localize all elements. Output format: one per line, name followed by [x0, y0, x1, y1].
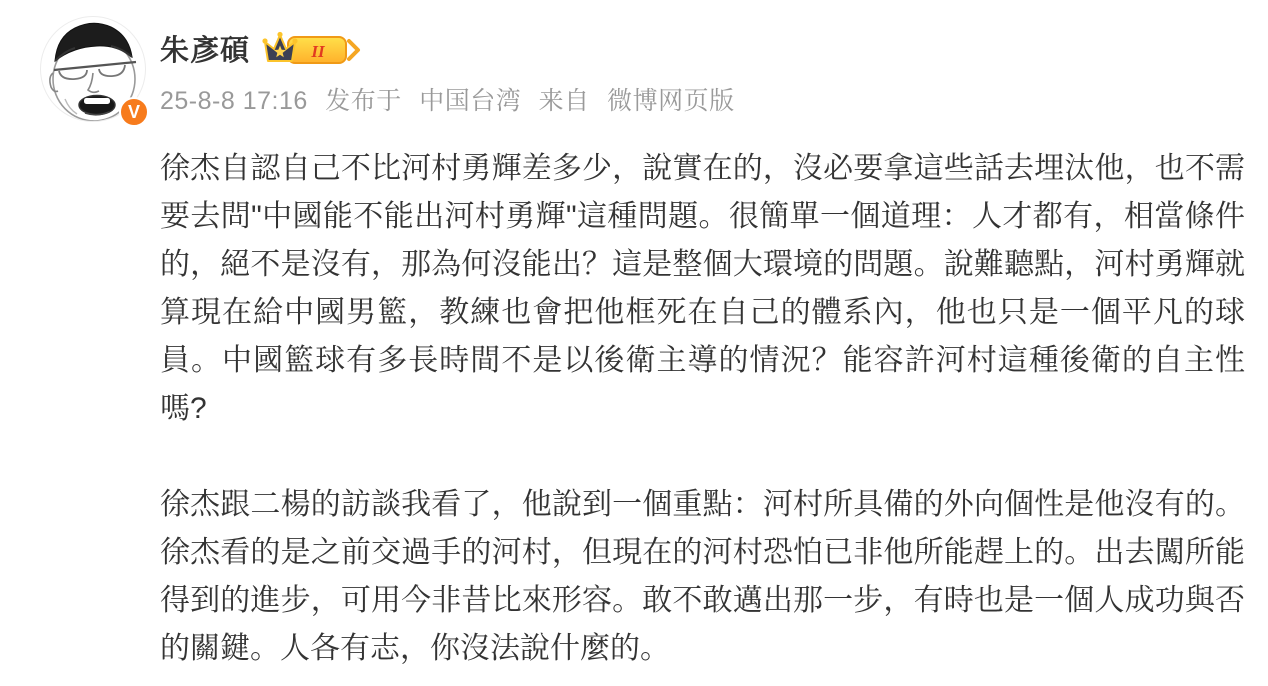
post-header [160, 28, 1245, 69]
location[interactable]: 中国台湾 [419, 87, 522, 115]
vip-crown-badge-icon[interactable] [262, 30, 364, 68]
verified-v-icon: V [119, 97, 149, 127]
published-prefix: 发布于 [325, 87, 402, 115]
post-meta [160, 81, 1245, 117]
timestamp[interactable]: 25-8-8 17:16 [160, 87, 308, 115]
post-paragraph: 徐杰自認自己不比河村勇輝差多少，說實在的，沒必要拿這些話去埋汰他，也不需要去問"中國能不能出河村勇輝"這種問題。很簡單一個道理：人才都有，相當條件的，絕不是沒有，那為何沒能出？這是整個大環境的問題。說難聽點，河村勇輝就算現在給中國男籃，教練也會把他框死在自己的體系內，他也只是一個平凡的球員。中國籃球有多長時間不是以後衛主導的情況？能容許河村這種後衛的自主性嗎? [160, 152, 1245, 425]
avatar-wrap [40, 16, 146, 122]
username[interactable]: 朱彥碩 [160, 35, 251, 67]
source-prefix: 来自 [538, 87, 590, 115]
post-paragraph: 徐杰跟二楊的訪談我看了，他說到一個重點：河村所具備的外向個性是他沒有的。徐杰看的是之前交過手的河村，但現在的河村恐怕已非他所能趕上的。出去闖所能得到的進步，可用今非昔比來形容。敢不敢邁出那一步，有時也是一個人成功與否的關鍵。人各有志，你沒法說什麼的。 [160, 488, 1245, 665]
source-app[interactable]: 微博网页版 [607, 87, 735, 115]
vip-level-text: II [311, 41, 325, 61]
post-body [160, 145, 1245, 673]
post-content [160, 0, 1245, 673]
